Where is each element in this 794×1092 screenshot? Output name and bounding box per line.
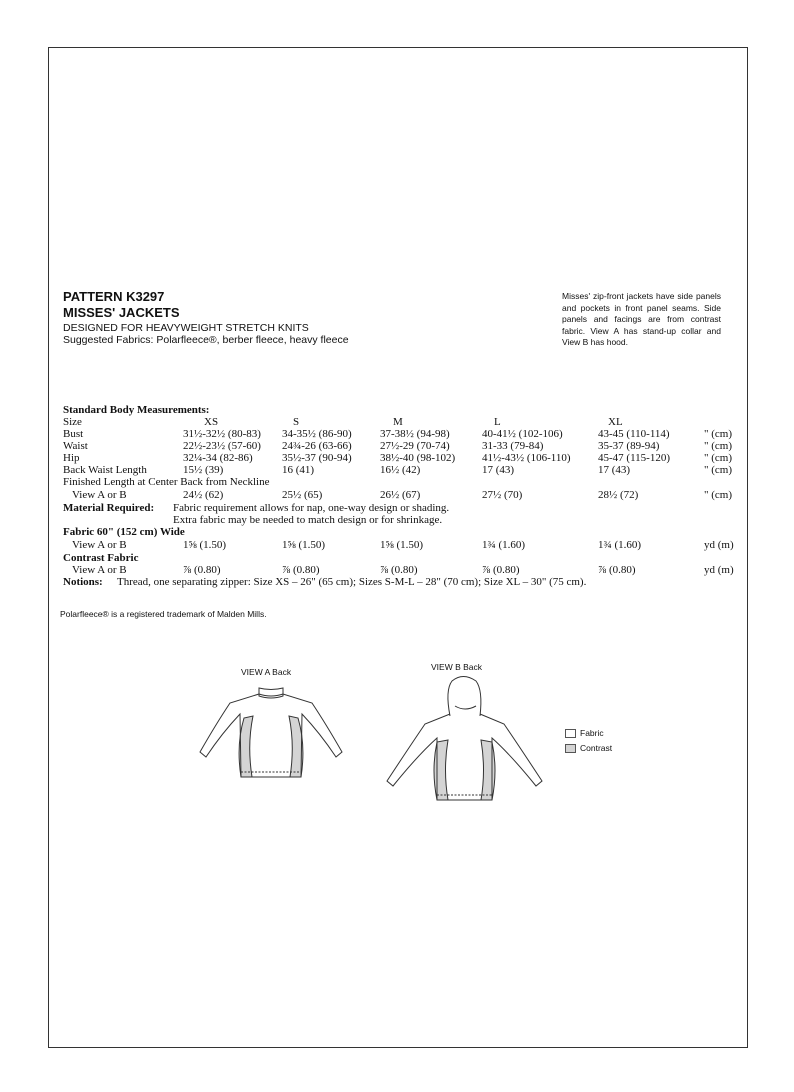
- cell: 24½ (62): [183, 489, 224, 501]
- cell: ⅞ (0.80): [482, 564, 520, 576]
- cell: 17 (43): [598, 464, 631, 476]
- view-a-label: VIEW A Back: [241, 667, 292, 677]
- cell: 16½ (42): [380, 464, 421, 476]
- designed-for: DESIGNED FOR HEAVYWEIGHT STRETCH KNITS: [63, 322, 309, 334]
- size-label: Size: [63, 416, 82, 428]
- cell: 35½-37 (90-94): [282, 452, 352, 464]
- row-label: View A or B: [72, 564, 127, 576]
- material-label: Material Required:: [63, 502, 155, 514]
- cell: 35-37 (89-94): [598, 440, 660, 452]
- suggested-fabrics: Suggested Fabrics: Polarfleece®, berber fleece, heavy fleece: [63, 334, 349, 346]
- unit: yd (m): [704, 539, 734, 551]
- size-l: L: [494, 416, 501, 428]
- unit: " (cm): [704, 440, 733, 452]
- view-b-jacket-drawing: [387, 677, 542, 801]
- pattern-title: MISSES' JACKETS: [63, 305, 180, 320]
- material-text: Fabric requirement allows for nap, one-way design or shading.: [173, 502, 450, 514]
- row-label: View A or B: [72, 539, 127, 551]
- cell: ⅞ (0.80): [598, 564, 636, 576]
- trademark-note: Polarfleece® is a registered trademark of Malden Mills.: [60, 609, 267, 619]
- cell: 38½-40 (98-102): [380, 452, 456, 464]
- material-text: Extra fabric may be needed to match design or for shrinkage.: [173, 514, 443, 526]
- cell: 43-45 (110-114): [598, 428, 670, 440]
- contrast-heading: Contrast Fabric: [63, 552, 139, 564]
- row-label: Hip: [63, 452, 80, 464]
- table-heading: Standard Body Measurements:: [63, 404, 210, 416]
- cell: 31-33 (79-84): [482, 440, 544, 452]
- unit: " (cm): [704, 489, 733, 501]
- cell: 16 (41): [282, 464, 315, 476]
- cell: 26½ (67): [380, 489, 421, 501]
- size-s: S: [293, 416, 300, 428]
- size-xl: XL: [608, 416, 623, 428]
- cell: 1⅝ (1.50): [380, 539, 424, 551]
- view-b-label: VIEW B Back: [431, 662, 483, 672]
- cell: 34-35½ (86-90): [282, 428, 352, 440]
- contrast-legend-label: Contrast: [580, 743, 613, 753]
- cell: 22½-23½ (57-60): [183, 440, 261, 452]
- row-label: Back Waist Length: [63, 464, 147, 476]
- cell: 17 (43): [482, 464, 515, 476]
- cell: 24¾-26 (63-66): [282, 440, 352, 452]
- cell: ⅞ (0.80): [380, 564, 418, 576]
- unit: " (cm): [704, 452, 733, 464]
- fabric-legend-label: Fabric: [580, 728, 604, 738]
- cell: 1¾ (1.60): [482, 539, 526, 551]
- fabric-swatch: [565, 729, 576, 738]
- row-label: Waist: [63, 440, 88, 452]
- cell: 40-41½ (102-106): [482, 428, 563, 440]
- unit: yd (m): [704, 564, 734, 576]
- row-label: View A or B: [72, 489, 127, 501]
- cell: 45-47 (115-120): [598, 452, 670, 464]
- cell: 28½ (72): [598, 489, 639, 501]
- cell: 15½ (39): [183, 464, 224, 476]
- cell: 27½-29 (70-74): [380, 440, 450, 452]
- view-a-jacket-drawing: [200, 688, 342, 777]
- fabric-heading: Fabric 60" (152 cm) Wide: [63, 526, 185, 538]
- row-label: Bust: [63, 428, 84, 440]
- unit: " (cm): [704, 464, 733, 476]
- cell: 27½ (70): [482, 489, 523, 501]
- size-m: M: [393, 416, 403, 428]
- notions-label: Notions:: [63, 576, 103, 588]
- unit: " (cm): [704, 428, 733, 440]
- cell: 1⅝ (1.50): [183, 539, 227, 551]
- notions-text: Thread, one separating zipper: Size XS – 26" (65 cm); Sizes S-M-L – 28" (70 cm); Size XL – 30" (75 cm).: [117, 576, 587, 588]
- cell: 25½ (65): [282, 489, 323, 501]
- pattern-description: Misses' zip-front jackets have side panels and pockets in front panel seams. Side panels and facings are from contrast fabric. View A has stand-up collar and View B has hood.: [562, 291, 721, 347]
- size-xs: XS: [204, 416, 219, 428]
- pattern-number: PATTERN K3297: [63, 289, 165, 304]
- cell: 37-38½ (94-98): [380, 428, 450, 440]
- cell: ⅞ (0.80): [183, 564, 221, 576]
- cell: 31½-32½ (80-83): [183, 428, 261, 440]
- cell: 1⅝ (1.50): [282, 539, 326, 551]
- contrast-swatch: [565, 744, 576, 753]
- cell: 41½-43½ (106-110): [482, 452, 571, 464]
- cell: 1¾ (1.60): [598, 539, 642, 551]
- finished-heading: Finished Length at Center Back from Neckline: [63, 476, 270, 488]
- cell: 32¼-34 (82-86): [183, 452, 253, 464]
- cell: ⅞ (0.80): [282, 564, 320, 576]
